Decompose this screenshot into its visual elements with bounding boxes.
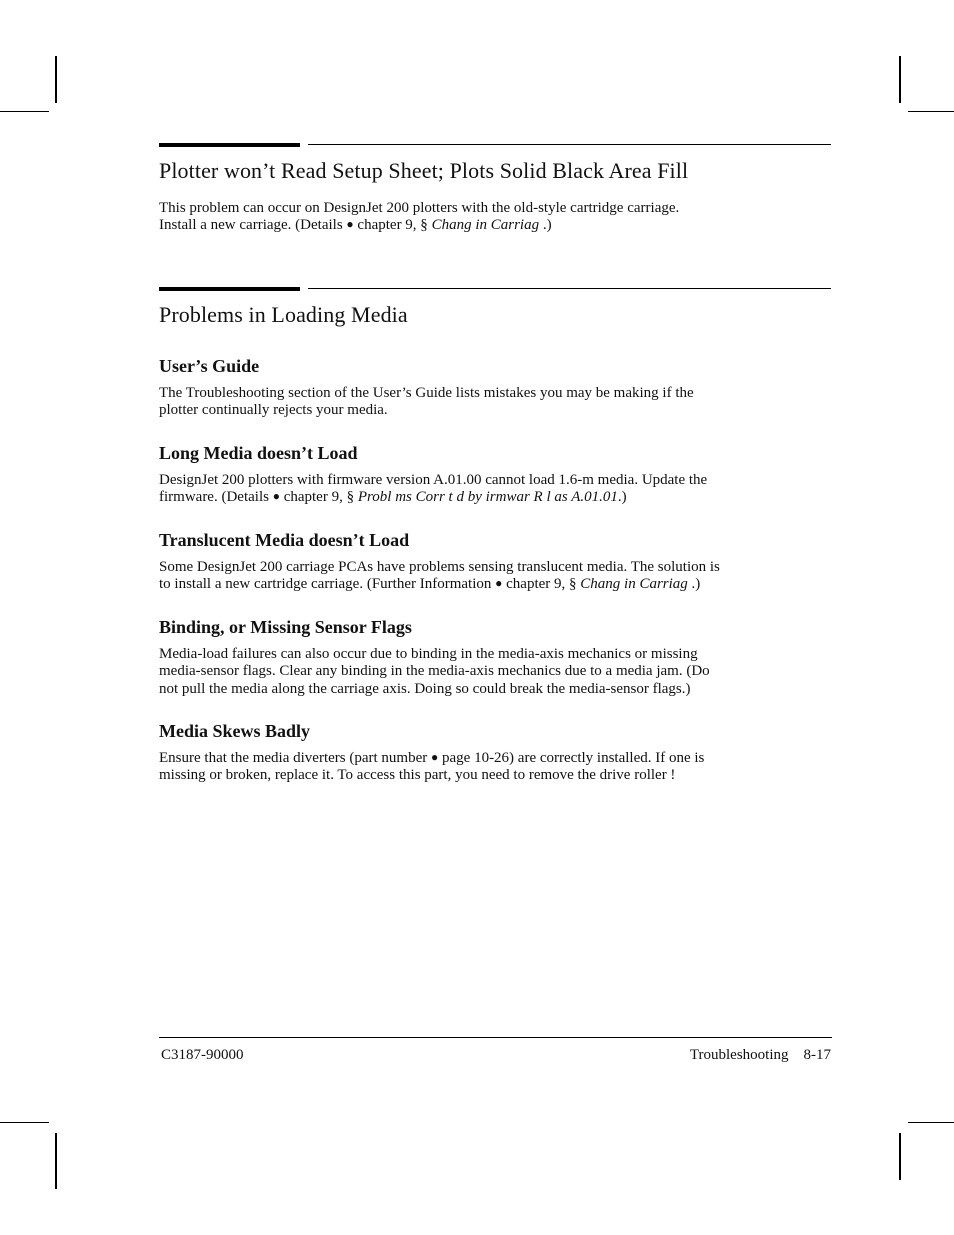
paragraph-line: not pull the media along the carriage axis. Doing so could break the media-sensor flags.) [159, 680, 691, 697]
crop-mark-top-right-horizontal [908, 111, 954, 112]
section-title: Problems in Loading Media [159, 302, 408, 327]
paragraph-line: Media-load failures can also occur due to binding in the media-axis mechanics or missing [159, 646, 698, 662]
crop-mark-bottom-left-horizontal [0, 1122, 49, 1123]
document-number: C3187-90000 [161, 1047, 244, 1063]
text-fragment: to install a new cartridge carriage. (Further Information [159, 576, 492, 593]
subsection-heading: Translucent Media doesn’t Load [159, 530, 410, 550]
crop-mark-top-left-vertical [55, 56, 57, 103]
footer-rule [159, 1037, 832, 1038]
section-rule-thin [308, 288, 831, 289]
bullet-icon: ● [495, 576, 503, 591]
paragraph-line: DesignJet 200 plotters with firmware version A.01.00 cannot load 1.6-m media. Update the [159, 472, 708, 488]
crop-mark-top-left-horizontal [0, 111, 49, 112]
section-rule-thick [159, 287, 300, 291]
text-fragment: Install a new carriage. (Details [159, 217, 343, 234]
text-fragment: chapter 9, § [506, 576, 577, 593]
subsection-heading: Binding, or Missing Sensor Flags [159, 617, 412, 637]
subsection-paragraph [159, 646, 829, 698]
paragraph-line: plotter continually rejects your media. [159, 402, 388, 419]
text-fragment: chapter 9, § [357, 217, 428, 234]
paragraph-line: This problem can occur on DesignJet 200 plotters with the old-style cartridge carriage. [159, 200, 680, 216]
text-fragment: page 10-26) are correctly installed. If one is [442, 750, 705, 766]
text-fragment: chapter 9, § [283, 489, 355, 506]
paragraph-line [159, 750, 829, 767]
crop-mark-bottom-left-vertical [55, 1133, 57, 1189]
text-fragment: .) [539, 217, 552, 234]
cross-reference-link[interactable]: Probl ms Corr t d by irmwar R l as A.01.01 [357, 489, 618, 506]
subsection-paragraph [159, 559, 829, 594]
paragraph-line: missing or broken, replace it. To access this part, you need to remove the drive roller ! [159, 767, 676, 784]
bullet-icon: ● [346, 217, 354, 232]
section-title: Plotter won’t Read Setup Sheet; Plots Solid Black Area Fill [159, 158, 689, 183]
subsection-heading: Long Media doesn’t Load [159, 443, 358, 463]
section-rule-thick [159, 143, 300, 147]
subsection-heading: User’s Guide [159, 356, 260, 376]
bullet-icon: ● [431, 750, 439, 764]
page-number: Troubleshooting 8-17 [689, 1047, 831, 1063]
section-paragraph [159, 200, 829, 235]
paragraph-line: Some DesignJet 200 carriage PCAs have problems sensing translucent media. The solution is [159, 559, 720, 575]
subsection-paragraph [159, 385, 829, 420]
bullet-icon: ● [272, 489, 280, 504]
text-fragment: Ensure that the media diverters (part number [159, 750, 428, 766]
text-fragment: .) [687, 576, 701, 593]
subsection-paragraph [159, 472, 829, 507]
subsection-paragraph [159, 750, 829, 785]
section-rule-thin [308, 144, 831, 145]
paragraph-line: media-sensor flags. Clear any binding in the media-axis mechanics due to a media jam. (Do [159, 663, 710, 680]
paragraph-line [159, 217, 829, 234]
crop-mark-bottom-right-vertical [899, 1133, 901, 1180]
cross-reference-link[interactable]: Chang in Carriag [580, 576, 688, 593]
subsection-heading: Media Skews Badly [159, 721, 311, 741]
cross-reference-link[interactable]: Chang in Carriag [431, 217, 540, 234]
crop-mark-bottom-right-horizontal [908, 1122, 954, 1123]
text-fragment: firmware. (Details [159, 489, 269, 506]
paragraph-line [159, 576, 829, 593]
paragraph-line [159, 489, 829, 506]
paragraph-line: The Troubleshooting section of the User’s Guide lists mistakes you may be making if the [159, 385, 694, 401]
crop-mark-top-right-vertical [899, 56, 901, 103]
text-fragment: .) [617, 489, 627, 506]
